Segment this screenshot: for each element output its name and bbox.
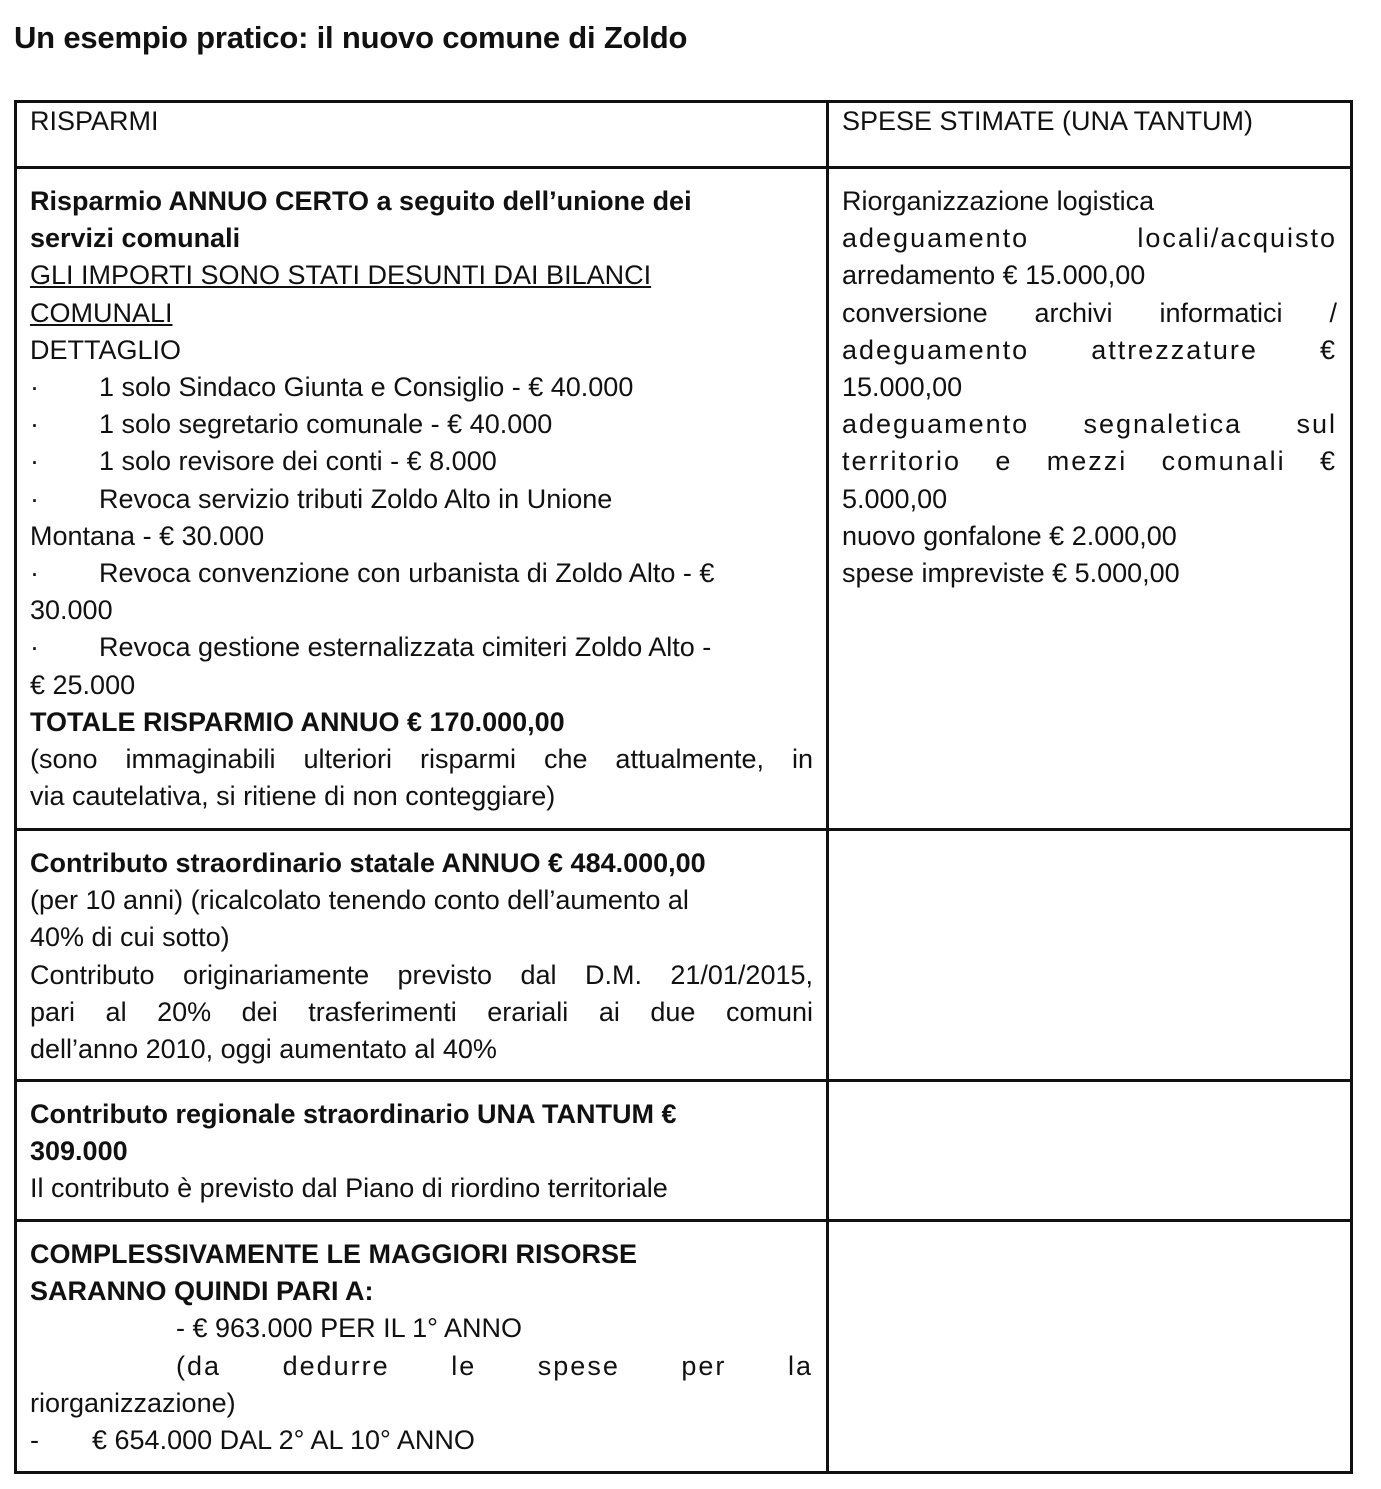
table-row: [16, 1221, 1352, 1473]
cost-line: nuovo gonfalone € 2.000,00: [842, 520, 1177, 551]
empty-cell: [828, 830, 1352, 1081]
cost-line: 15.000,00: [842, 372, 963, 403]
empty-cell: [828, 1221, 1352, 1473]
dash-icon: -: [30, 1425, 39, 1456]
regional-contribution-text: Il contributo è previsto dal Piano di riordino territoriale: [30, 1173, 668, 1204]
cost-line: 5.000,00: [842, 483, 948, 514]
list-item: [30, 369, 813, 406]
list-item-text-cont: 30.000: [30, 595, 113, 626]
source-note-cont: COMUNALI: [30, 297, 173, 328]
first-year-resources: - € 963.000 PER IL 1° ANNO: [176, 1313, 522, 1344]
total-resources-title-cont: SARANNO QUINDI PARI A:: [30, 1276, 374, 1307]
first-year-note-cont: riorganizzazione): [30, 1387, 236, 1418]
cost-line: spese impreviste € 5.000,00: [842, 558, 1180, 589]
cost-line: arredamento € 15.000,00: [842, 260, 1146, 291]
following-years-resources: [30, 1422, 813, 1459]
savings-table: [14, 100, 1353, 1474]
regional-contribution-title-cont: 309.000: [30, 1136, 128, 1167]
total-savings: TOTALE RISPARMIO ANNUO € 170.000,00: [30, 706, 565, 737]
list-item: [30, 555, 813, 592]
bullet-icon: ·: [30, 632, 39, 663]
source-note: GLI IMPORTI SONO STATI DESUNTI DAI BILANCI: [30, 260, 652, 291]
detail-label: DETTAGLIO: [30, 334, 182, 365]
list-item-text-cont: € 25.000: [30, 669, 136, 700]
list-item-text-cont: Montana - € 30.000: [30, 520, 265, 551]
costs-cell: [828, 168, 1352, 830]
cost-line: conversione archivi informatici /: [842, 297, 1337, 328]
state-contribution-text: dell’anno 2010, oggi aumentato al 40%: [30, 1034, 497, 1065]
remark-text: (sono immaginabili ulteriori risparmi che attualmente, in: [30, 744, 813, 775]
bullet-icon: ·: [30, 483, 39, 514]
header-risparmi: RISPARMI: [16, 102, 828, 168]
cost-line: Riorganizzazione logistica: [842, 186, 1155, 216]
table-row: [16, 1081, 1352, 1221]
cost-line: adeguamento locali/acquisto: [842, 223, 1337, 254]
state-contribution-text: 40% di cui sotto): [30, 922, 230, 953]
list-item: [30, 629, 813, 666]
first-year-note: (da dedurre le spese per la: [176, 1350, 813, 1381]
list-item-text: 1 solo revisore dei conti - € 8.000: [99, 446, 497, 477]
bullet-icon: ·: [30, 446, 39, 477]
state-contribution-title: Contributo straordinario statale ANNUO € 484.000,00: [30, 848, 706, 878]
regional-contribution-cell: [16, 1081, 828, 1221]
state-contribution-text: pari al 20% dei trasferimenti erariali ai due comuni: [30, 996, 813, 1027]
list-item-text: 1 solo Sindaco Giunta e Consiglio - € 40.000: [99, 372, 634, 403]
savings-cell: [16, 168, 828, 830]
total-resources-title: COMPLESSIVAMENTE LE MAGGIORI RISORSE: [30, 1239, 638, 1269]
list-item: [30, 481, 813, 518]
empty-cell: [828, 1081, 1352, 1221]
bullet-icon: ·: [30, 372, 39, 403]
state-contribution-text: Contributo originariamente previsto dal D.M. 21/01/2015,: [30, 959, 813, 990]
list-item-text: Revoca convenzione con urbanista di Zoldo Alto - €: [99, 558, 715, 589]
bullet-icon: ·: [30, 409, 39, 440]
annual-savings-title-cont: servizi comunali: [30, 223, 241, 254]
regional-contribution-title: Contributo regionale straordinario UNA TANTUM €: [30, 1099, 677, 1129]
list-item-text: 1 solo segretario comunale - € 40.000: [99, 409, 553, 440]
list-item: [30, 406, 813, 443]
list-item-text: Revoca servizio tributi Zoldo Alto in Unione: [99, 483, 613, 514]
cost-line: territorio e mezzi comunali €: [842, 446, 1337, 477]
remark-text-cont: via cautelativa, si ritiene di non conteggiare): [30, 781, 556, 812]
state-contribution-cell: [16, 830, 828, 1081]
table-row: [16, 830, 1352, 1081]
cost-line: adeguamento attrezzature €: [842, 334, 1337, 365]
list-item: [30, 443, 813, 480]
table-row: [16, 168, 1352, 830]
following-years-text: € 654.000 DAL 2° AL 10° ANNO: [92, 1425, 475, 1456]
list-item-text: Revoca gestione esternalizzata cimiteri Zoldo Alto -: [99, 632, 712, 663]
state-contribution-text: (per 10 anni) (ricalcolato tenendo conto dell’aumento al: [30, 885, 689, 916]
total-resources-cell: [16, 1221, 828, 1473]
bullet-icon: ·: [30, 558, 39, 589]
header-spese-stimate: SPESE STIMATE (UNA TANTUM): [828, 102, 1352, 168]
cost-line: adeguamento segnaletica sul: [842, 409, 1337, 440]
annual-savings-title: Risparmio ANNUO CERTO a seguito dell’unione dei: [30, 186, 692, 216]
table-header-row: [16, 102, 1352, 168]
page-title: Un esempio pratico: il nuovo comune di Zoldo: [14, 20, 688, 55]
